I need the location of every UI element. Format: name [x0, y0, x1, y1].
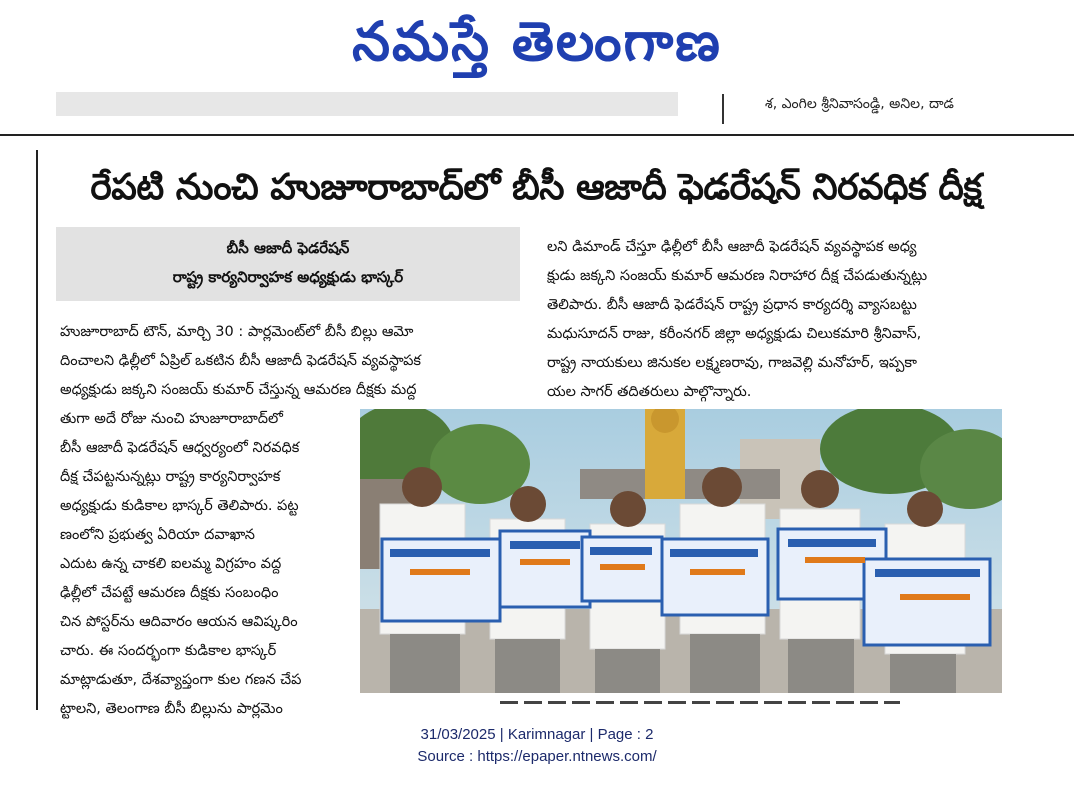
body-line: క్షుడు జక్కని సంజయ్ కుమార్ ఆమరణ నిరాహార దీక్ష చేపడుతున్నట్లు: [547, 268, 928, 284]
body-line: చిన పోస్టర్‌ను ఆదివారం ఆయన ఆవిష్కరిం: [60, 614, 298, 630]
masthead: [0, 0, 1074, 135]
body-line: మధుసూదన్ రాజు, కరీంనగర్ జిల్లా అధ్యక్షుడు చిలుకమారి శ్రీనివాస్,: [547, 326, 922, 342]
footer-source: Source : https://epaper.ntnews.com/: [417, 748, 657, 765]
body-line: దించాలని ఢిల్లీలో ఏప్రిల్ ఒకటిన బీసీ ఆజాదీ ఫెడరేషన్ వ్యవస్థాపక: [60, 353, 421, 369]
cropped-top-text: శ, ఎంగిల శ్రీనివాసండ్డి, అనిల, దాడ: [765, 96, 954, 112]
footer-date-edition: 31/03/2025 | Karimnagar | Page : 2: [420, 726, 654, 743]
body-line: హుజూరాబాద్ టౌన్, మార్చి 30 : పార్లమెంట్‌లో బీసీ బిల్లు ఆమో: [60, 324, 414, 340]
body-line: దీక్ష చేపట్టనున్నట్లు రాష్ట్ర కార్యనిర్వాహక: [60, 469, 281, 485]
body-line: తెలిపారు. బీసీ ఆజాదీ ఫెడరేషన్ రాష్ట్ర ప్రధాన కార్యదర్శి వ్యాసబట్టు: [547, 297, 917, 313]
body-line: ఎదుట ఉన్న చాకలి ఐలమ్మ విగ్రహం వద్ద: [60, 556, 282, 572]
news-photo-illustration: [360, 409, 1002, 693]
article-left-rule: [36, 150, 38, 710]
body-line: ట్టాలని, తెలంగాణ బీసీ బిల్లును పార్లమెం: [60, 701, 283, 717]
body-line: చారు. ఈ సందర్భంగా కుడికాల భాస్కర్: [60, 643, 277, 659]
footer: [0, 724, 1074, 768]
body-line: మాట్లాడుతూ, దేశవ్యాప్తంగా కుల గణన చేప: [60, 672, 302, 688]
body-line: తుగా అదే రోజు నుంచి హుజూరాబాద్‌లో: [60, 411, 283, 427]
subhead-line: బీసీ ఆజాదీ ఫెడరేషన్: [226, 239, 350, 257]
body-line: యల సాగర్ తదితరులు పాల్గొన్నారు.: [547, 384, 752, 400]
horizontal-rule: [0, 134, 1074, 136]
body-line: అధ్యక్షుడు జక్కని సంజయ్ కుమార్ చేస్తున్న ఆమరణ దీక్షకు మద్ద: [60, 382, 417, 398]
news-photo: [360, 409, 1002, 693]
article-subhead: [56, 227, 520, 301]
body-line: రాష్ట్ర నాయకులు జినుకల లక్ష్మణరావు, గాజవెల్లి మనోహర్, ఇప్పకా: [547, 355, 917, 371]
masthead-grey-strip: [56, 92, 678, 116]
column-divider: [722, 94, 724, 124]
article-right-column: [547, 233, 1017, 407]
body-line: ఢిల్లీలో చేపట్టే ఆమరణ దీక్షకు సంబంధిం: [60, 585, 279, 601]
body-line: అధ్యక్షుడు కుడికాల భాస్కర్ తెలిపారు. పట్ట: [60, 498, 299, 514]
newspaper-logo: నమస్తే తెలంగాణ: [352, 9, 722, 73]
subhead-line: రాష్ట్ర కార్యనిర్వాహక అధ్యక్షుడు భాస్కర్: [172, 268, 404, 286]
article-headline: రేపటి నుంచి హుజూరాబాద్‌లో బీసీ ఆజాదీ ఫెడరేషన్ నిరవధిక దీక్ష: [90, 167, 982, 208]
body-line: బీసీ ఆజాదీ ఫెడరేషన్ ఆధ్వర్యంలో నిరవధిక: [60, 440, 300, 456]
cropped-caption: [500, 697, 900, 707]
body-line: ణంలోని ప్రభుత్వ ఏరియా దవాఖాన: [60, 527, 255, 543]
body-line: లని డిమాండ్ చేస్తూ ఢిల్లీలో బీసీ ఆజాదీ ఫెడరేషన్ వ్యవస్థాపక అధ్య: [547, 239, 917, 255]
